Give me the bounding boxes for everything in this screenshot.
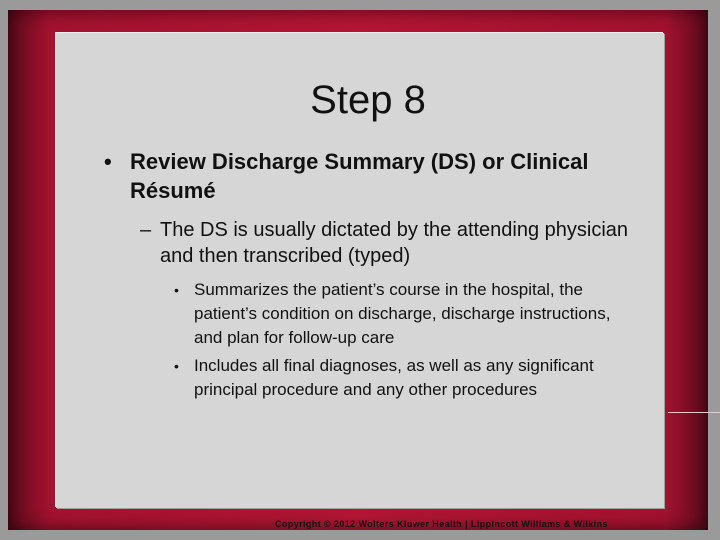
bullet-dot-icon: • xyxy=(174,358,179,374)
bullet-level3-text: Summarizes the patient’s course in the hospital, the patient’s condition on discharge, discharge instructions, and plan for follow-up care xyxy=(194,280,611,347)
bullet-level3-text: Includes all final diagnoses, as well as any significant principal procedure and any other procedures xyxy=(194,356,594,399)
bullet-level2-text: The DS is usually dictated by the attending physician and then transcribed (typed) xyxy=(160,219,629,267)
dash-bullet-icon: – xyxy=(140,219,152,241)
slide-title: Step 8 xyxy=(310,78,426,122)
bullet-dot-icon: • xyxy=(174,282,179,298)
bullet-dot-icon: • xyxy=(104,149,112,174)
accent-line xyxy=(668,412,720,413)
bullet-level1-text: Review Discharge Summary (DS) or Clinical Résumé xyxy=(130,149,589,203)
copyright-footer: Copyright © 2012 Wolters Kluwer Health | Lippincott Williams & Wilkins xyxy=(275,519,608,529)
